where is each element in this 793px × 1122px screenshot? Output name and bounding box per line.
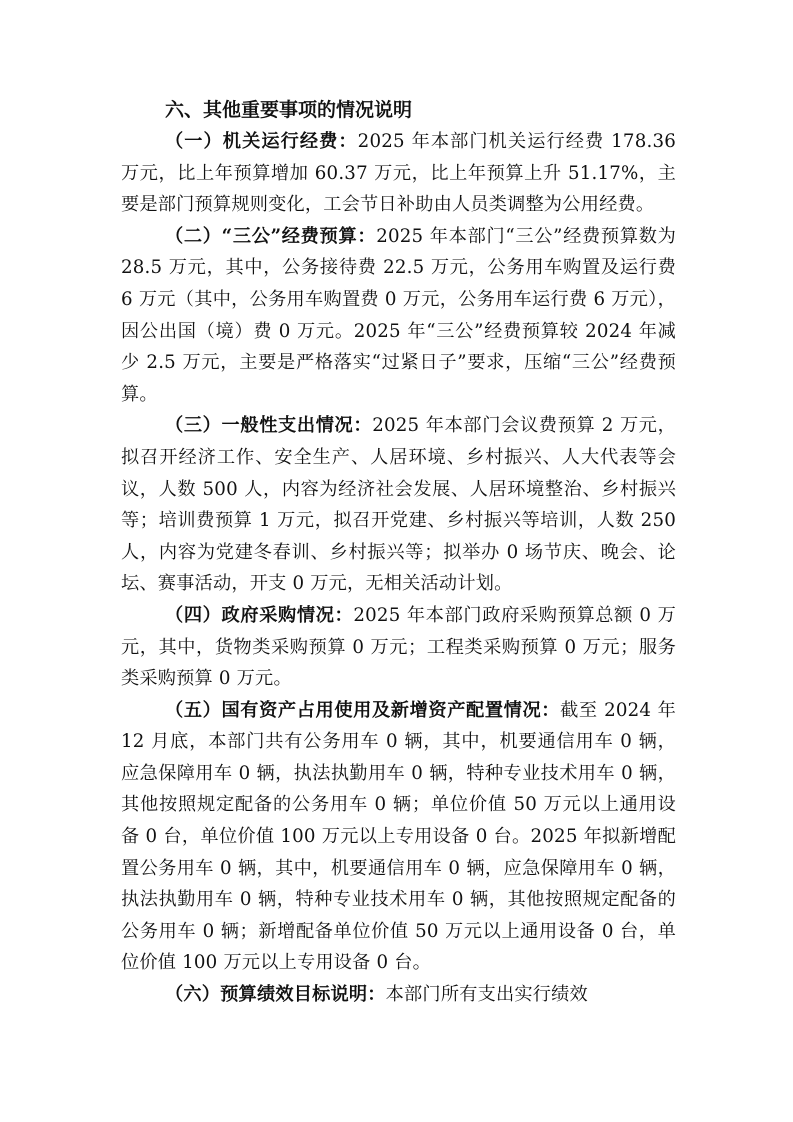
paragraph-lead: （五）国有资产占用使用及新增资产配置情况： (165, 699, 561, 721)
paragraph-lead: （四）政府采购情况： (165, 604, 354, 626)
paragraph-state-assets (121, 695, 676, 979)
paragraph-lead: （六）预算绩效目标说明： (165, 984, 386, 1006)
paragraph-body: 本部门所有支出实行绩效 (385, 984, 588, 1006)
paragraph-lead: （一）机关运行经费： (165, 131, 358, 152)
paragraph-government-procurement (121, 600, 676, 695)
paragraph-general-expenditure (121, 410, 676, 600)
paragraph-lead: （三）一般性支出情况： (165, 415, 373, 437)
paragraph-administrative-expenses (121, 126, 676, 221)
paragraph-performance-targets (121, 979, 676, 1011)
paragraph-body: 2025 年本部门政府采购预算总额 0 万元，其中，货物类采购预算 0 万元；工程类采购预算 0 万元；服务类采购预算 0 万元。 (121, 604, 676, 690)
paragraph-body: 2025 年本部门会议费预算 2 万元，拟召开经济工作、安全生产、人居环境、乡村振兴、人大代表等会议，人数 500 人，内容为经济社会发展、人居环境整治、乡村振兴等；培训费预算 1 万元，拟召开党建、乡村振兴等培训，人数 250 人，内容为党建冬春训、乡村振兴等；拟举办 0 场节庆、晚会、论坛、赛事活动，开支 0 万元，无相关活动计划。 (121, 415, 677, 595)
paragraph-three-public-expenses (121, 221, 676, 411)
paragraph-body: 截至 2024 年 12 月底，本部门共有公务用车 0 辆，其中，机要通信用车 0 辆，应急保障用车 0 辆，执法执勤用车 0 辆，特种专业技术用车 0 辆，其他按照规定配备的公务用车 0 辆；单位价值 50 万元以上通用设备 0 台，单位价值 100 万元以上专用设备 0 台。2025 年拟新增配置公务用车 0 辆，其中，机要通信用车 0 辆，应急保障用车 0 辆，执法执勤用车 0 辆，特种专业技术用车 0 辆，其他按照规定配备的公务用车 0 辆；新增配备单位价值 50 万元以上通用设备 0 台，单位价值 100 万元以上专用设备 0 台。 (121, 699, 676, 974)
paragraph-lead: （二）“三公”经费预算： (165, 225, 377, 247)
document-page (121, 95, 676, 1011)
paragraph-body: 2025 年本部门“三公”经费预算数为 28.5 万元，其中，公务接待费 22.5 万元，公务用车购置及运行费 6 万元（其中，公务用车购置费 0 万元，公务用车运行费 6 万元），因公出国（境）费 0 万元。2025 年“三公”经费预算较 2024 年减少 2.5 万元，主要是严格落实“过紧日子”要求，压缩“三公”经费预算。 (121, 225, 676, 405)
section-heading: 六、其他重要事项的情况说明 (165, 99, 413, 121)
paragraph-body: 2025 年本部门机关运行经费 178.36 万元，比上年预算增加 60.37 万元，比上年预算上升 51.17%，主要是部门预算规则变化，工会节日补助由人员类调整为公用经费。 (121, 131, 676, 216)
